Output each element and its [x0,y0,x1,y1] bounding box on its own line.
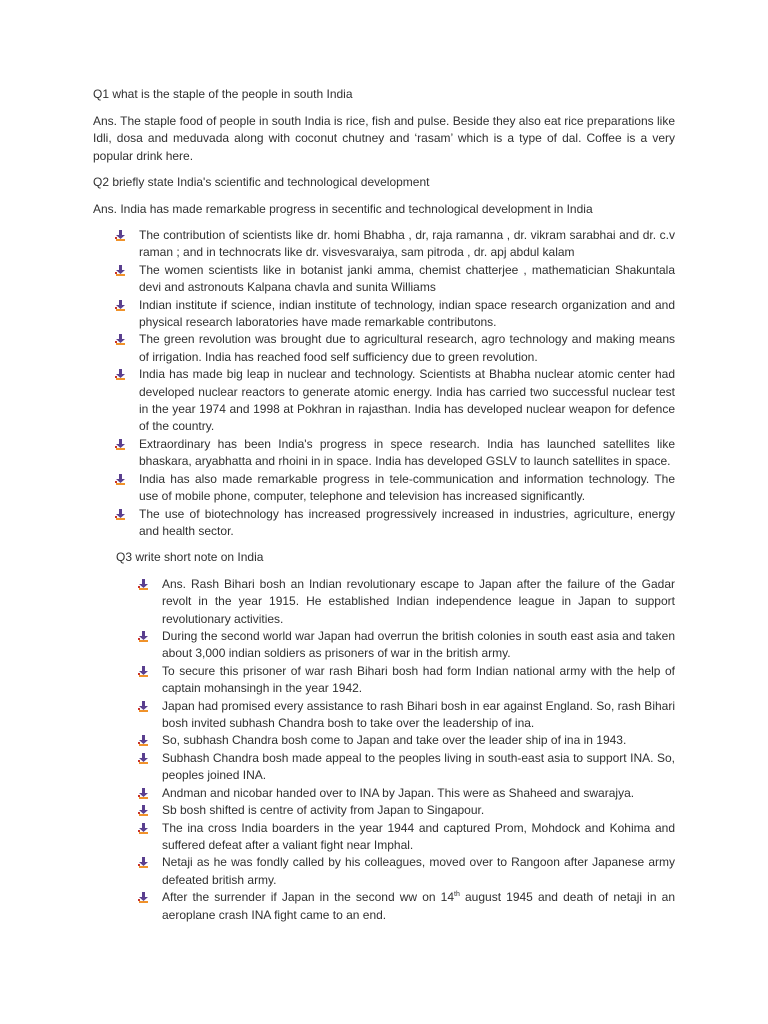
q3-section [93,549,675,924]
arrow-bullet-icon [138,735,149,746]
arrow-bullet-icon [138,666,149,677]
list-item-text: India has made big leap in nuclear and technology. Scientists at Bhabha nuclear atomic center had developed nuclear reactors to generate atomic energy. India has carried two successful nuclear test in the year 1974 and 1998 at Pokhran in rajasthan. India has developed nuclear weapon for defence of the country. [139,367,675,434]
list-item [116,750,675,785]
list-item-text: Subhash Chandra bosh made appeal to the peoples living in south-east asia to support INA. So, peoples joined INA. [162,750,675,783]
list-item [93,227,675,262]
q1-answer: Ans. The staple food of people in south India is rice, fish and pulse. Beside they also eat rice preparations like Idli, dosa and meduvada along with coconut chutney and ‘rasam’ which is a type of dal. Coffee is a very popular drink here. [93,113,675,163]
q1-question: Q1 what is the staple of the people in south India [93,87,353,101]
list-item-text: Andman and nicobar handed over to INA by Japan. This were as Shaheed and swarajya. [162,785,635,800]
list-item-text: The green revolution was brought due to agricultural research, agro technology and making means of irrigation. India has reached food self sufficiency due to green revolution. [139,332,675,364]
list-item [93,366,675,436]
list-item-text: The contribution of scientists like dr. homi Bhabha , dr, raja ramanna , dr. vikram sarabhai and dr. c.v raman ; and in technocrats like dr. visvesvaraiya, sam pitroda , dr. apj abdul kalam [139,228,675,260]
q3-bullet-list [116,576,675,924]
arrow-bullet-icon [115,369,126,380]
list-item [116,698,675,733]
arrow-bullet-icon [138,631,149,642]
list-item-text: During the second world war Japan had overrun the british colonies in south east asia and taken about 3,000 indian soldiers as prisoners of war in the british army. [162,629,675,661]
ordinal-suffix: th [454,891,460,899]
list-item [116,854,675,889]
arrow-bullet-icon [115,509,126,520]
list-item-text: India has also made remarkable progress in tele-communication and information technology. The use of mobile phone, computer, telephone and television has increased significantly. [139,471,675,504]
list-item-text: Ans. Rash Bihari bosh an Indian revolutionary escape to Japan after the failure of the Gadar revolt in the year 1915. He established Indian independence league in Japan to support revolutionary activities. [162,576,675,626]
list-item [93,471,675,506]
list-item [116,732,675,749]
arrow-bullet-icon [138,805,149,816]
arrow-bullet-icon [138,788,149,799]
arrow-bullet-icon [138,892,149,903]
list-item [116,820,675,855]
list-item-text: The ina cross India boarders in the year 1944 and captured Prom, Mohdock and Kohima and suffered defeat after a valiant fight near Imphal. [162,820,675,852]
list-item-text: Sb bosh shifted is centre of activity from Japan to Singapour. [162,803,485,818]
list-item [93,436,675,471]
q2-intro: Ans. India has made remarkable progress in secentific and technological development in India [93,201,593,216]
q2-bullet-list [93,227,675,540]
list-item [93,331,675,366]
arrow-bullet-icon [115,474,126,485]
arrow-bullet-icon [115,300,126,311]
list-item [116,802,675,819]
list-item-text: The use of biotechnology has increased progressively increased in industries, agriculture, energy and health sector. [139,506,675,538]
list-item [116,889,675,924]
list-item-text: Extraordinary has been India's progress in spece research. India has launched satellites like bhaskara, aryabhatta and rhoini in in space. India has developed GSLV to launch satellites in space. [139,436,675,469]
arrow-bullet-icon [138,701,149,712]
list-item [93,262,675,297]
list-item-text: Indian institute if science, indian institute of technology, indian space research organization and and physical research laboratories have made remarkable contributons. [139,297,675,330]
list-item-text [162,890,675,921]
list-item-text: Netaji as he was fondly called by his colleagues, moved over to Rangoon after Japanese army defeated british army. [162,855,675,887]
list-item-text: Japan had promised every assistance to rash Bihari bosh in ear against England. So, rash Bihari bosh invited subhash Chandra bosh to take over the leadership of ina. [162,698,675,731]
q3-question: Q3 write short note on India [116,550,264,565]
arrow-bullet-icon [115,265,126,276]
list-item-text: To secure this prisoner of war rash Bihari bosh had form Indian national army with the help of captain mohansingh in the year 1942. [162,663,675,696]
list-item-text: The women scientists like in botanist janki amma, chemist chatterjee , mathematician Shakuntala devi and astronouts Kalpana chavla and sunita Williams [139,262,675,295]
arrow-bullet-icon [115,230,126,241]
list-item [116,785,675,802]
arrow-bullet-icon [138,857,149,868]
list-item [93,297,675,332]
arrow-bullet-icon [138,753,149,764]
list-item [93,506,675,541]
q2-question: Q2 briefly state India's scientific and technological development [93,175,430,189]
list-item [116,576,675,628]
list-item [116,663,675,698]
arrow-bullet-icon [115,439,126,450]
arrow-bullet-icon [115,334,126,345]
list-item-text-before: After the surrender if Japan in the second ww on 14 [162,890,455,905]
list-item-text-after: august 1945 and death of netaji in an aeroplane crash INA fight came to an end. [162,890,675,922]
list-item [116,628,675,663]
list-item-text: So, subhash Chandra bosh come to Japan and take over the leader ship of ina in 1943. [162,733,627,748]
arrow-bullet-icon [138,823,149,834]
document-page [93,86,675,933]
arrow-bullet-icon [138,579,149,590]
